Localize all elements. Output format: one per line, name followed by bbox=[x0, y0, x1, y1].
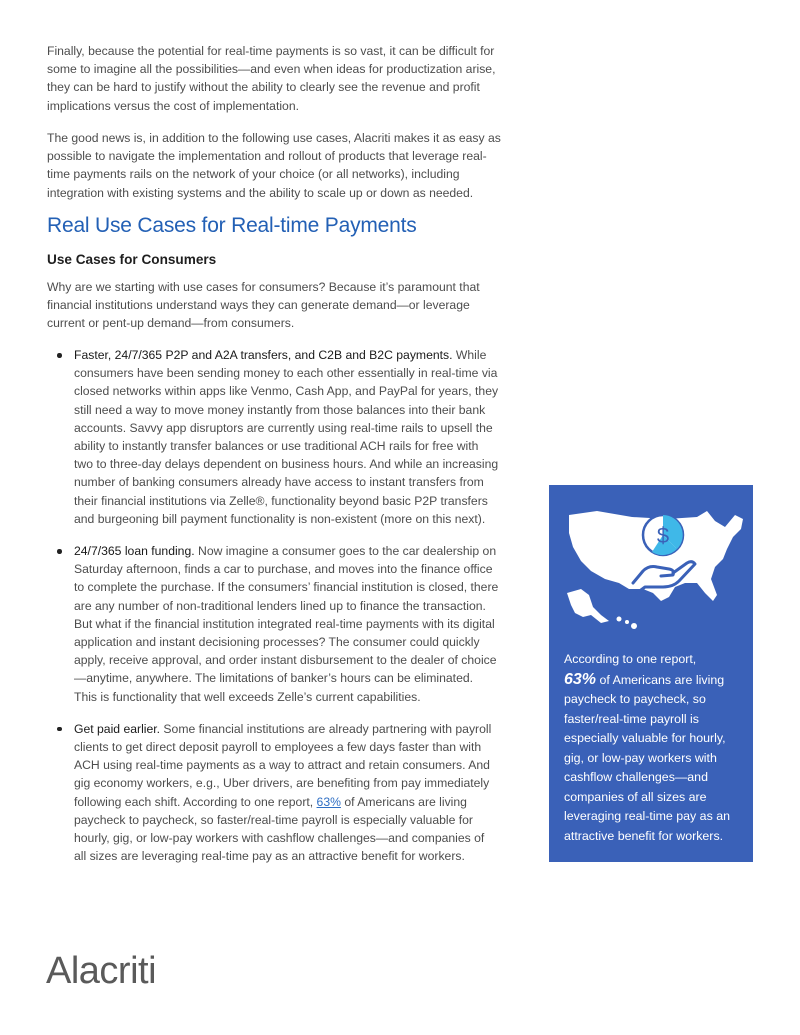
use-case-list bbox=[47, 346, 499, 879]
section-subtitle: Use Cases for Consumers bbox=[47, 252, 217, 267]
svg-text:$: $ bbox=[656, 523, 670, 548]
alacriti-logo: Alacriti bbox=[46, 950, 157, 992]
bullet-body: Some financial institutions are already partnering with payroll clients to get direct deposit payroll to employees a few days faster than with ACH using real-time payments as a way to attract and retain consumers. And gig economy workers, e.g., Uber drivers, are benefiting from pay immediately following each shift. According to one report, bbox=[74, 721, 492, 809]
intro-paragraph-1: Finally, because the potential for real-time payments is so vast, it can be difficult for some to imagine all the possibilities—and even when ideas for productization arise, they can be hard to justify without the ability to clearly see the revenue and profit implications versus the cost of implementation. bbox=[47, 44, 496, 113]
stat-value: 63% bbox=[564, 670, 597, 688]
bullet-body: While consumers have been sending money to each other essentially in real-time via closed networks within apps like Venmo, Cash App, and PayPal for years, they still need a way to move money instantly from those balances into their bank accounts. Savvy app disruptors are currently using real-time rails to upsell the ability to instantly transfer balances or use traditional ACH rails for free with two to three-day delays dependent on business hours. And while an increasing number of banking consumers already have access to instant transfers from their financial institutions via Zelle®, functionality beyond basic P2P transfers and burgeoning bill payment functionality is non-existent (more on this next). bbox=[74, 348, 499, 526]
list-item bbox=[47, 720, 499, 866]
stat-text: of Americans are living paycheck to paycheck, so faster/real-time payroll is especially valuable for hourly, gig, or low-pay workers with cashflow challenges—and companies of all sizes are leveraging real-time pay as an attractive benefit for workers. bbox=[564, 672, 730, 843]
section-title: Real Use Cases for Real-time Payments bbox=[47, 214, 417, 237]
section-intro: Why are we starting with use cases for consumers? Because it’s paramount that financial institutions understand ways they can generate demand—or leverage current or pent-up demand—from consumers. bbox=[47, 280, 480, 331]
bullet-body: of Americans are living paycheck to paycheck, so faster/real-time payroll is especially valuable for hourly, gig, or low-pay workers with cashflow challenges—and companies of all sizes are leveraging real-time pay as an attractive benefit for workers. bbox=[74, 794, 485, 864]
stat-callout bbox=[549, 485, 753, 862]
bullet-lead: Get paid earlier. bbox=[74, 721, 161, 736]
intro-paragraph-2: The good news is, in addition to the following use cases, Alacriti makes it as easy as possible to navigate the implementation and rollout of products that leverage real-time payments rails on the network of your choice (or all networks), including integration with existing systems and the ability to scale up or down as needed. bbox=[47, 131, 501, 200]
us-map-dollar-hand-icon bbox=[557, 497, 747, 635]
list-item bbox=[47, 346, 499, 528]
stat-quote bbox=[564, 650, 744, 846]
list-item bbox=[47, 542, 499, 706]
bullet-lead: Faster, 24/7/365 P2P and A2A transfers, and C2B and B2C payments. bbox=[74, 348, 453, 362]
stat-intro: According to one report, bbox=[564, 652, 697, 666]
bullet-lead: 24/7/365 loan funding. bbox=[74, 544, 195, 559]
report-link[interactable]: 63% bbox=[316, 794, 341, 809]
bullet-body: Now imagine a consumer goes to the car dealership on Saturday afternoon, finds a car to purchase, and moves into the finance office to complete the purchase. If the consumers’ financial institution is closed, there are any number of non-traditional lenders lined up to finance the transaction. But what if the financial institution integrated real-time payments with its digital application and instant decisioning processes? The consumer could quickly apply, receive approval, and order instant disbursement to the dealer of choice—anytime, anywhere. The limitations of banker’s hours can be eliminated. This is functionality that well exceeds Zelle’s current capabilities. bbox=[74, 544, 499, 704]
